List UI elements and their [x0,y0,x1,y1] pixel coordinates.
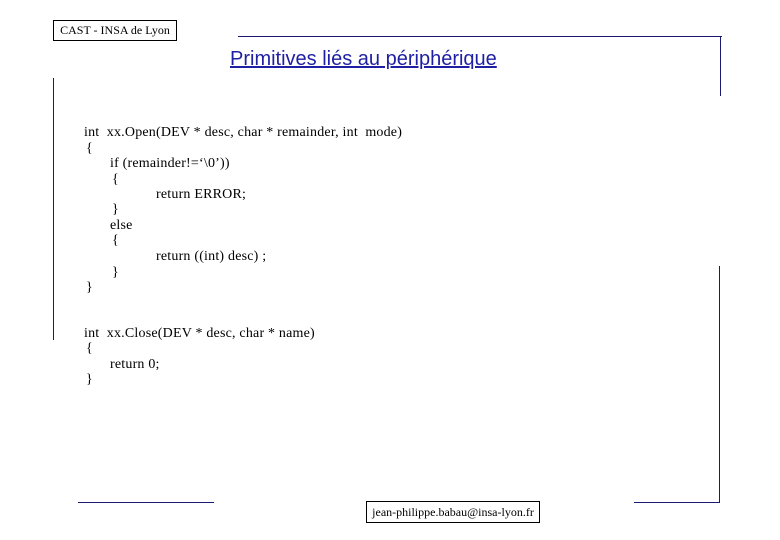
frame-right-lower-line [719,266,720,502]
code-if-open: { [112,172,119,187]
code-return-error: return ERROR; [156,187,247,202]
frame-top-line [238,36,722,37]
code-else: else [110,218,133,233]
code-close-signature: int xx.Close(DEV * desc, char * name) [84,326,315,341]
frame-bottom-left-line [78,502,214,503]
code-close-brace: { [86,341,93,356]
frame-left-line [53,78,54,340]
code-return-zero: return 0; [110,357,160,372]
code-close-end: } [86,372,93,387]
slide-title: Primitives liés au périphérique [230,48,497,70]
course-label: CAST - INSA de Lyon [53,20,177,41]
code-return-desc: return ((int) desc) ; [156,249,267,264]
code-if-close: } [112,202,119,217]
code-else-open: { [112,233,119,248]
frame-bottom-right-line [634,502,720,503]
frame-right-upper-line [720,36,721,96]
author-email: jean-philippe.babau@insa-lyon.fr [366,501,540,523]
code-open-end: } [86,280,93,295]
code-if-line: if (remainder!=‘\0’)) [110,156,230,171]
code-else-close: } [112,265,119,280]
code-open-signature: int xx.Open(DEV * desc, char * remainder, int mode) [84,125,403,140]
code-open-brace: { [86,141,93,156]
